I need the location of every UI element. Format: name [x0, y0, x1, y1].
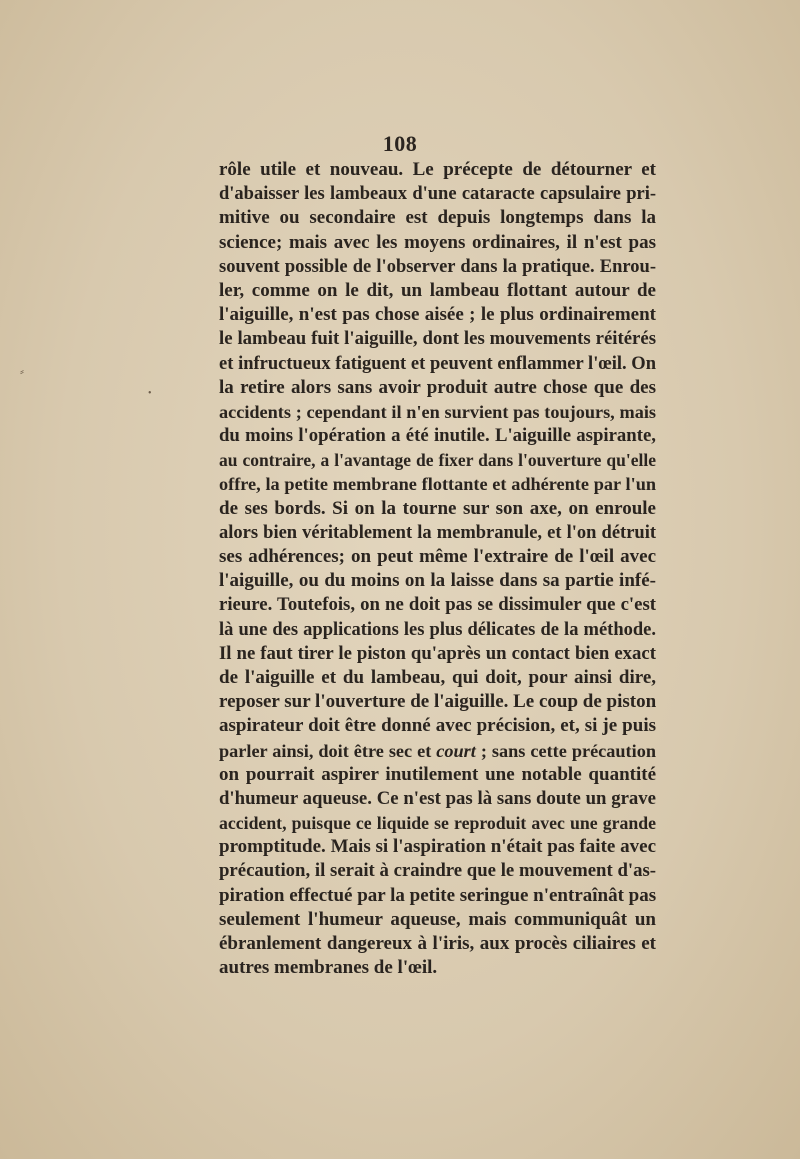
text-line: reposer sur l'ouverture de l'aiguille. Le coup de piston	[219, 691, 657, 713]
text-line: seulement l'humeur aqueuse, mais communiquât un	[219, 908, 656, 930]
text-line: parler ainsi, doit être sec et court ; sans cette précaution	[219, 740, 656, 761]
page-number: 108	[382, 131, 418, 156]
text-line: du moins l'opération a été inutile. L'aiguille aspirante,	[219, 425, 656, 447]
text-line: rieure. Toutefois, on ne doit pas se dissimuler que c'est	[219, 594, 656, 616]
text-line: l'aiguille, ou du moins on la laisse dans sa partie infé-	[219, 570, 656, 592]
text-line: souvent possible de l'observer dans la pratique. Enrou-	[219, 256, 656, 277]
text-line: Il ne faut tirer le piston qu'après un contact bien exact	[219, 642, 656, 664]
text-line: de l'aiguille et du lambeau, qui doit, pour ainsi dire,	[219, 666, 656, 688]
text-line: d'abaisser les lambeaux d'une cataracte capsulaire pri-	[219, 184, 656, 205]
text-line: précaution, il serait à craindre que le mouvement d'as-	[219, 860, 656, 882]
margin-speck: ⸗	[20, 364, 24, 378]
text-line: accidents ; cependant il n'en survient pas toujours, mais	[219, 401, 656, 422]
text-line: autres membranes de l'œil.	[219, 957, 438, 979]
text-line: rôle utile et nouveau. Le précepte de détourner et	[219, 159, 656, 180]
text-line: mitive ou secondaire est depuis longtemps dans la	[219, 207, 656, 229]
text-line: ébranlement dangereux à l'iris, aux procès ciliaires et	[219, 933, 656, 954]
text-line: science; mais avec les moyens ordinaires, il n'est pas	[219, 231, 656, 253]
text-line: ses adhérences; on peut même l'extraire de l'œil avec	[219, 546, 656, 567]
text-line: on pourrait aspirer inutilement une notable quantité	[219, 763, 656, 785]
text-line: accident, puisque ce liquide se reproduit avec une grande	[219, 813, 656, 834]
text-line: au contraire, a l'avantage de fixer dans l'ouverture qu'elle	[219, 450, 656, 471]
text-line: là une des applications les plus délicates de la méthode.	[219, 619, 656, 640]
body-text	[219, 158, 656, 980]
text-line: alors bien véritablement la membranule, et l'on détruit	[219, 522, 656, 543]
text-line: et infructueux fatiguent et peuvent enflammer l'œil. On	[219, 353, 656, 374]
emphasis-word: court	[436, 740, 476, 761]
text-line: aspirateur doit être donné avec précision, et, si je puis	[219, 715, 656, 737]
text-line: ler, comme on le dit, un lambeau flottant autour de	[219, 279, 656, 301]
text-line: d'humeur aqueuse. Ce n'est pas là sans doute un grave	[219, 787, 656, 809]
text-line: le lambeau fuit l'aiguille, dont les mouvements réitérés	[219, 328, 656, 350]
text-line: offre, la petite membrane flottante et adhérente par l'un	[219, 474, 656, 495]
text-line: la retire alors sans avoir produit autre chose que des	[219, 376, 656, 398]
text-line: l'aiguille, n'est pas chose aisée ; le plus ordinairement	[219, 304, 656, 326]
text-line: piration effectué par la petite seringue n'entraînât pas	[219, 884, 657, 906]
text-line: de ses bords. Si on la tourne sur son axe, on enroule	[219, 497, 656, 519]
text-line: promptitude. Mais si l'aspiration n'était pas faite avec	[219, 836, 656, 858]
margin-dot: •	[148, 388, 152, 399]
